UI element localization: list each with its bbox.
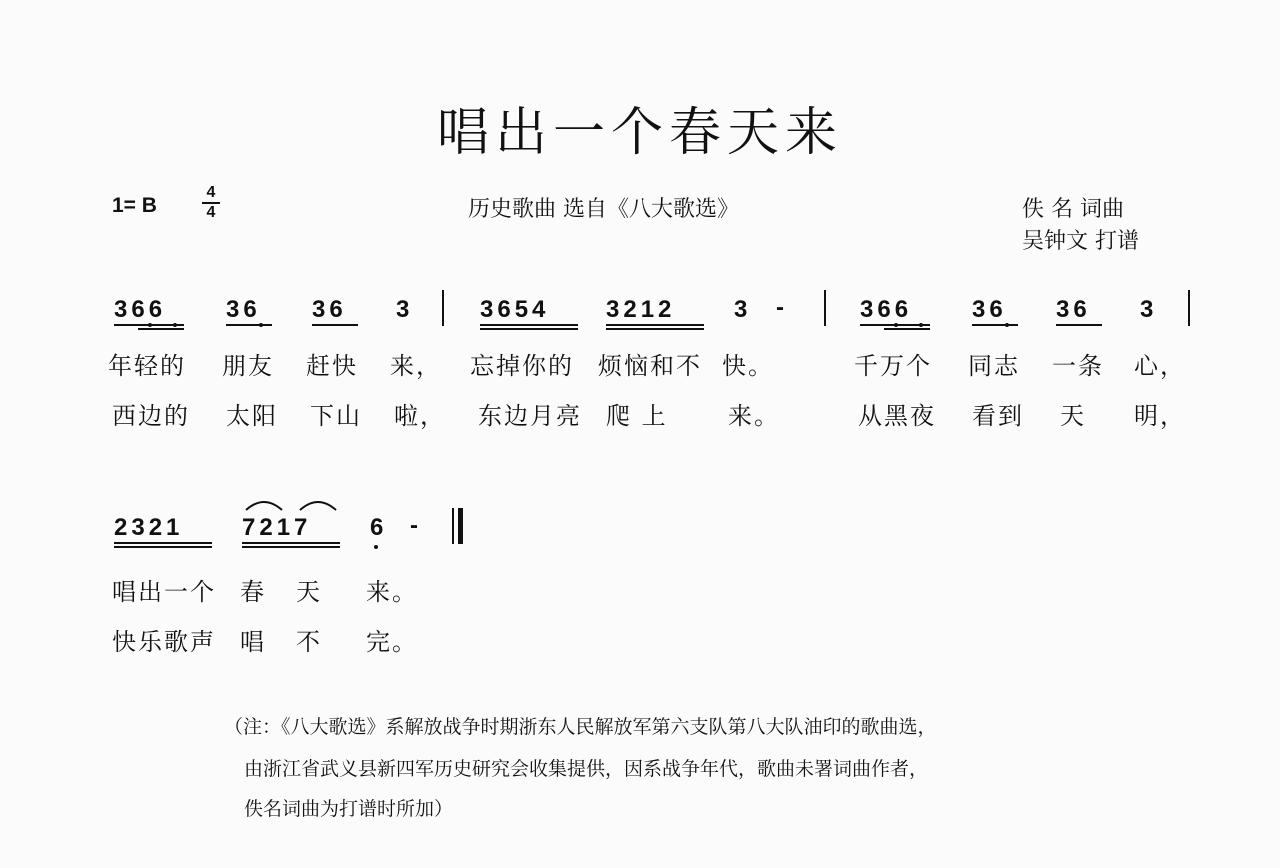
underline xyxy=(242,542,340,544)
footnote-line: 佚名词曲为打谱时所加） xyxy=(244,798,454,820)
note-group: 36 xyxy=(972,296,1007,323)
lyric: 赶快 xyxy=(306,352,358,380)
underline xyxy=(1056,324,1102,326)
underline xyxy=(312,324,358,326)
lyric: 唱 xyxy=(240,628,266,656)
final-bar-thin xyxy=(452,508,454,544)
note-group: 36 xyxy=(226,296,261,323)
low-octave-dot xyxy=(919,323,923,327)
lyric: 年轻的 xyxy=(108,352,186,380)
note-group: 366 xyxy=(114,296,167,323)
footnote-line: 由浙江省武义县新四军历史研究会收集提供，因系战争年代，歌曲未署词曲作者， xyxy=(244,758,929,780)
low-octave-dot xyxy=(259,323,263,327)
lyric: 烦恼和不 xyxy=(598,352,702,380)
song-title: 唱出一个春天来 xyxy=(436,103,843,163)
note-group: 3654 xyxy=(480,296,550,323)
final-bar-thick xyxy=(458,508,463,544)
underline xyxy=(226,324,272,326)
underline xyxy=(242,546,340,548)
slur-mark xyxy=(298,496,338,512)
underline xyxy=(884,328,930,330)
lyric: 太阳 xyxy=(226,402,278,430)
lyric: 爬 上 xyxy=(606,402,668,430)
lyric: 同志 xyxy=(968,352,1020,380)
note-group: 2321 xyxy=(114,514,184,541)
low-octave-dot xyxy=(173,323,177,327)
lyric: 春 xyxy=(240,578,266,606)
note: 3 xyxy=(396,296,414,323)
bar-line xyxy=(442,290,444,326)
low-octave-dot xyxy=(148,323,152,327)
low-octave-dot xyxy=(374,545,378,549)
lyric: 不 xyxy=(296,628,322,656)
time-signature-numerator: 4 xyxy=(202,184,220,204)
bar-line xyxy=(824,290,826,326)
note-group: 7217 xyxy=(242,514,312,541)
underline xyxy=(606,328,704,330)
lyric: 西边的 xyxy=(112,402,190,430)
note-group: 3212 xyxy=(606,296,676,323)
lyric: 来。 xyxy=(728,402,780,430)
lyric: 快乐歌声 xyxy=(112,628,216,656)
lyric: 千万个 xyxy=(854,352,932,380)
lyrics-music-credit: 佚 名 词曲 xyxy=(1022,197,1124,222)
lyric: 来， xyxy=(390,352,442,380)
underline xyxy=(114,546,212,548)
time-signature-denominator: 4 xyxy=(206,204,216,221)
lyric: 唱出一个 xyxy=(112,578,216,606)
song-source: 历史歌曲 选自《八大歌选》 xyxy=(468,197,739,222)
underline xyxy=(972,324,1018,326)
note: 3 xyxy=(1140,296,1158,323)
lyric: 心， xyxy=(1134,352,1186,380)
lyric: 东边月亮 xyxy=(478,402,582,430)
lyric: 看到 xyxy=(972,402,1024,430)
lyric: 忘掉你的 xyxy=(470,352,574,380)
lyric: 快。 xyxy=(722,352,774,380)
note: 6 xyxy=(370,514,388,541)
lyric: 啦， xyxy=(394,402,446,430)
note: 3 xyxy=(734,296,752,323)
underline xyxy=(480,324,578,326)
slur-mark xyxy=(244,496,284,512)
low-octave-dot xyxy=(1005,323,1009,327)
bar-line xyxy=(1188,290,1190,326)
time-signature xyxy=(202,184,220,222)
lyric: 一条 xyxy=(1052,352,1104,380)
note-group: 36 xyxy=(1056,296,1091,323)
lyric: 来。 xyxy=(366,578,418,606)
lyric: 天 xyxy=(296,578,322,606)
lyric: 明， xyxy=(1134,402,1186,430)
transcriber-credit: 吴钟文 打谱 xyxy=(1022,229,1139,254)
note-group: 366 xyxy=(860,296,913,323)
lyric: 朋友 xyxy=(222,352,274,380)
underline xyxy=(606,324,704,326)
dash: - xyxy=(410,512,422,539)
underline xyxy=(138,328,184,330)
key-signature: 1= B xyxy=(112,194,157,217)
lyric: 完。 xyxy=(366,628,418,656)
underline xyxy=(114,542,212,544)
lyric: 下山 xyxy=(310,402,362,430)
dash: - xyxy=(776,294,788,321)
note-group: 36 xyxy=(312,296,347,323)
footnote-line: （注：《八大歌选》系解放战争时期浙东人民解放军第六支队第八大队油印的歌曲选， xyxy=(224,716,937,738)
lyric: 从黑夜 xyxy=(858,402,936,430)
underline xyxy=(480,328,578,330)
lyric: 天 xyxy=(1060,402,1086,430)
low-octave-dot xyxy=(894,323,898,327)
